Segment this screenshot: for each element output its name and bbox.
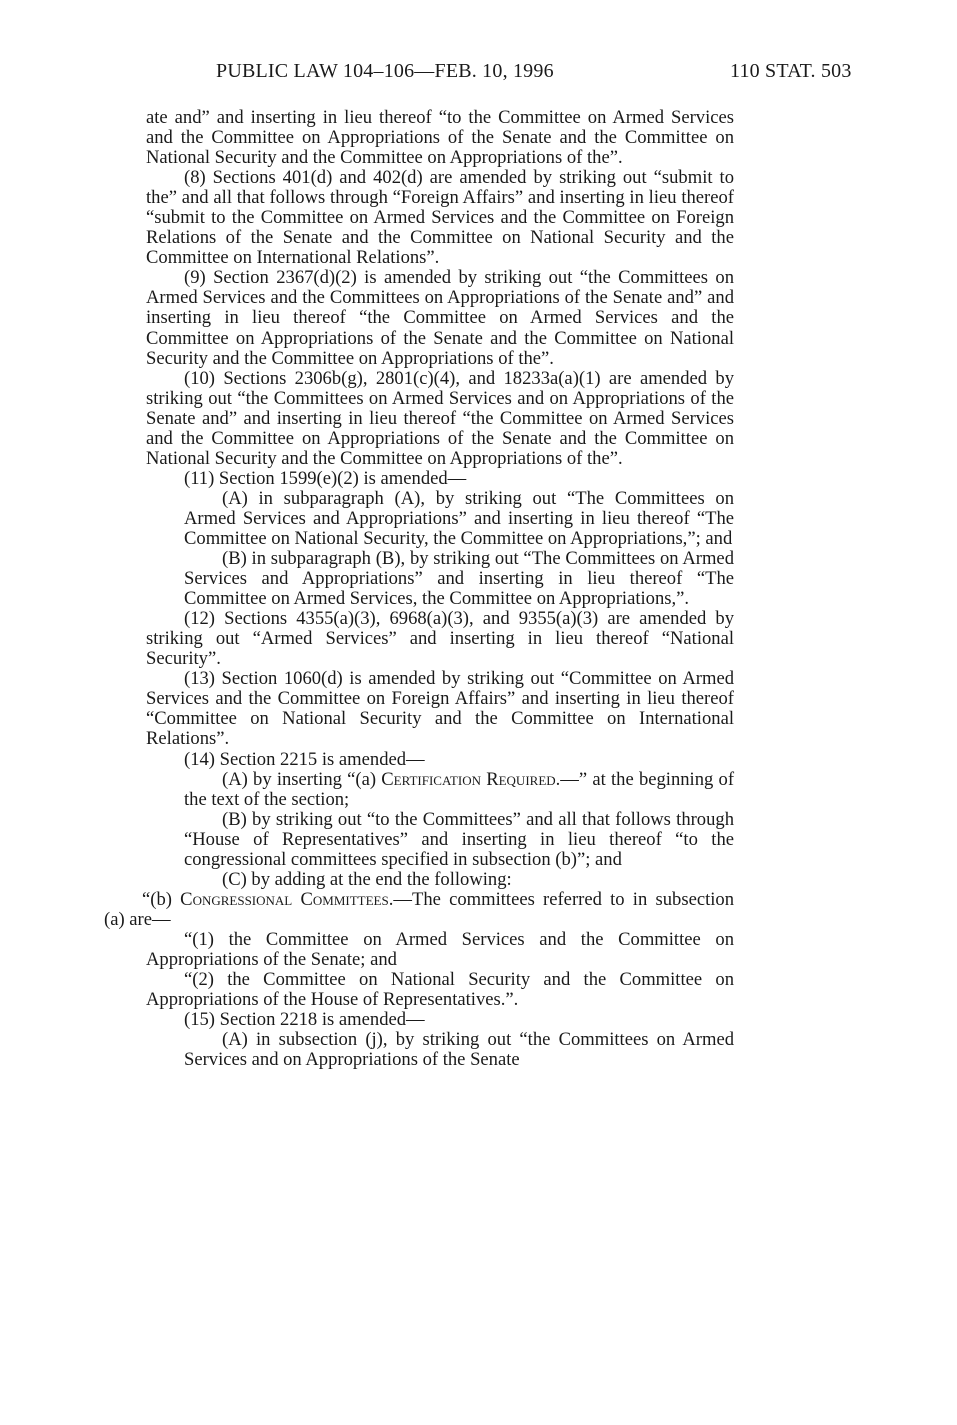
quoted-subsection-b-post: .—The committees referred to in subsection (a) are— (104, 888, 734, 930)
paragraph-15-a: (A) in subsection (j), by striking out “the Committees on Armed Services and on Appropriations of the Senate (184, 1029, 734, 1071)
paragraph-11-a: (A) in subparagraph (A), by striking out “The Committees on Armed Services and Appropriations” and inserting in lieu thereof “The Committee on National Security, the Committee on Appropriations,”; and (184, 487, 734, 549)
paragraph-14-a (146, 770, 734, 810)
paragraph-14-c: (C) by adding at the end the following: (222, 868, 512, 890)
heading-certification-required: Certification Required (381, 768, 556, 790)
quoted-subsection-b-pre: “(b) (142, 888, 181, 910)
running-header-title: PUBLIC LAW 104–106—FEB. 10, 1996 (216, 60, 554, 82)
paragraph-14-a-pre: (A) by inserting “(a) (222, 768, 382, 790)
quoted-item-1: “(1) the Committee on Armed Services and the Committee on Appropriations of the Senate; and (146, 928, 734, 970)
paragraph-11: (11) Section 1599(e)(2) is amended— (184, 467, 467, 489)
page-number: 110 STAT. 503 (730, 60, 852, 82)
paragraph-13: (13) Section 1060(d) is amended by striking out “Committee on Armed Services and the Committee on Foreign Affairs” and inserting in lieu thereof “Committee on National Security and the Committee on International Relations”. (146, 668, 734, 750)
paragraph-14-b: (B) by striking out “to the Committees” and all that follows through “House of Representatives” and inserting in lieu thereof “to the congressional committees specified in subsection (b)”; and (184, 808, 734, 870)
paragraph-10: (10) Sections 2306b(g), 2801(c)(4), and 18233a(a)(1) are amended by striking out “the Committees on Armed Services and on Appropriations of the Senate and” and inserting in lieu thereof “the Committee on Armed Services and the Committee on Appropriations of the Senate and the Committee on National Security and the Committee on Appropriations of the”. (146, 367, 734, 469)
paragraph-continued: ate and” and inserting in lieu thereof “to the Committee on Armed Services and the Committee on Appropriations of the Senate and the Committee on National Security and the Committee on Appropriations of the”. (146, 107, 734, 169)
quoted-item-2: “(2) the Committee on National Security and the Committee on Appropriations of the House of Representatives.”. (146, 969, 734, 1011)
paragraph-15: (15) Section 2218 is amended— (184, 1009, 425, 1031)
paragraph-11-b: (B) in subparagraph (B), by striking out “The Committees on Armed Services and Appropriations” and inserting in lieu thereof “The Committee on Armed Services, the Committee on Appropriations,”. (184, 548, 734, 610)
paragraph-12: (12) Sections 4355(a)(3), 6968(a)(3), and 9355(a)(3) are amended by striking out “Armed Services” and inserting in lieu thereof “National Security”. (146, 608, 734, 670)
paragraph-14-a-post: .—” at the beginning of the text of the section; (184, 768, 735, 810)
body-text (104, 107, 735, 1071)
paragraph-8: (8) Sections 401(d) and 402(d) are amended by striking out “submit to the” and all that follows through “Foreign Affairs” and inserting in lieu thereof “submit to the Committee on Armed Services and the Committee on Foreign Relations of the Senate and the Committee on National Security and the Committee on International Relations”. (146, 167, 734, 269)
heading-congressional-committees: Congressional Committees (180, 888, 389, 910)
paragraph-9: (9) Section 2367(d)(2) is amended by striking out “the Committees on Armed Services and the Committees on Appropriations of the Senate and” and inserting in lieu thereof “the Committee on Armed Services and the Committee on Appropriations of the Senate and the Committee on National Security and the Committee on Appropriations of the”. (146, 267, 734, 369)
paragraph-14: (14) Section 2215 is amended— (184, 748, 425, 770)
quoted-subsection-b (104, 890, 734, 930)
